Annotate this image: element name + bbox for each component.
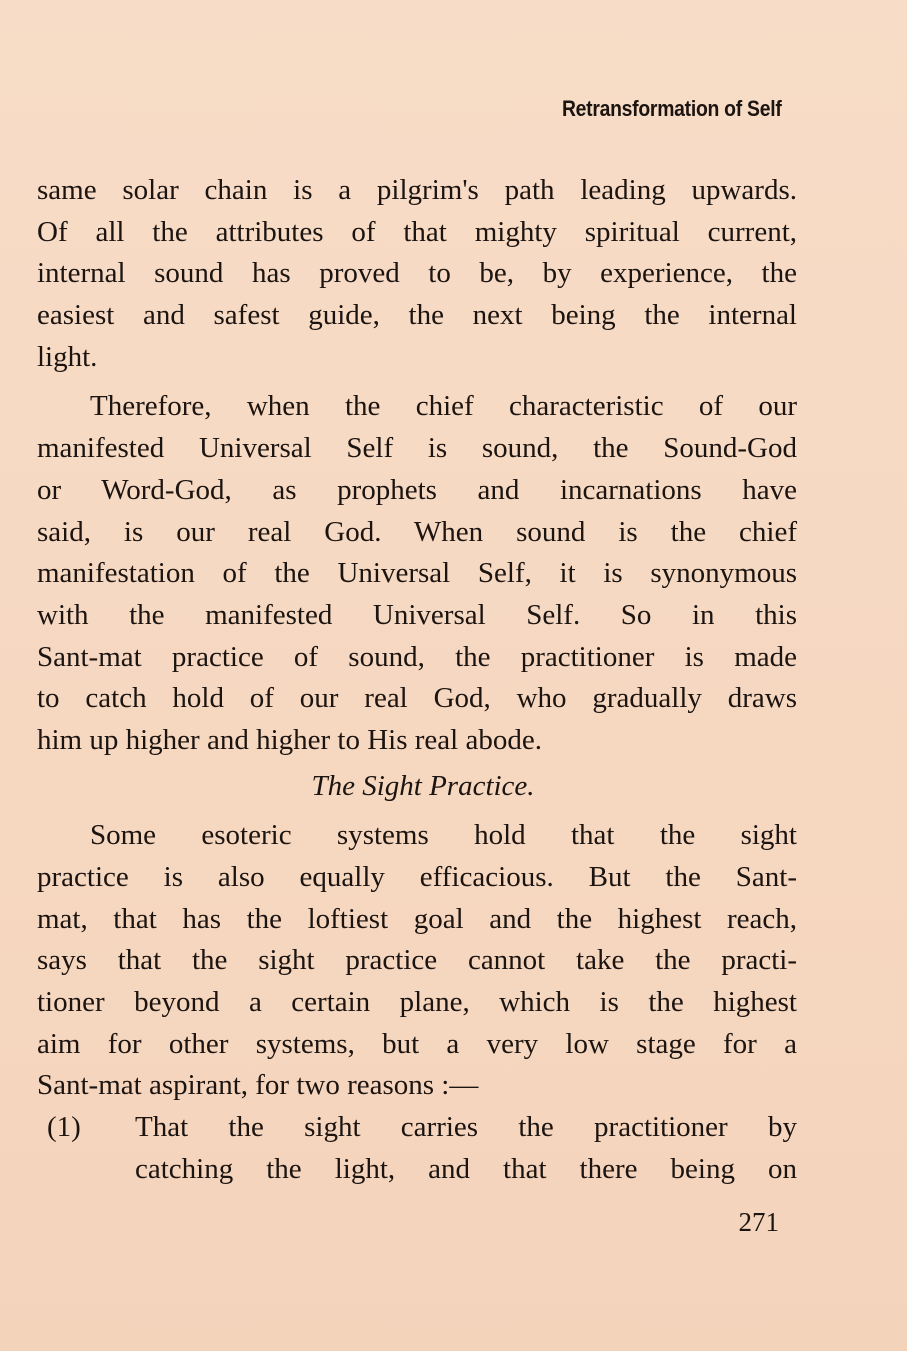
running-header: Retransformation of Self xyxy=(561,96,781,121)
page-number: 271 xyxy=(738,1207,779,1237)
paragraph-3 xyxy=(37,815,797,1107)
text-line: with the manifested Universal Self. So in this xyxy=(37,598,797,631)
text-line: That the sight carries the practitioner by xyxy=(135,1111,797,1144)
text-line: internal sound has proved to be, by experience, the xyxy=(37,257,797,290)
text-line: Sant-mat practice of sound, the practitioner is made xyxy=(37,640,797,673)
body-text xyxy=(37,170,797,1191)
text-line: practice is also equally efficacious. But the Sant- xyxy=(37,861,797,893)
text-line: said, is our real God. When sound is the chief xyxy=(37,515,797,548)
text-line: mat, that has the loftiest goal and the highest reach, xyxy=(37,902,797,935)
paragraph-1 xyxy=(37,170,797,378)
paragraph-gap xyxy=(37,378,797,386)
list-marker: (1) xyxy=(47,1111,81,1144)
text-line: easiest and safest guide, the next being the internal xyxy=(37,299,797,332)
text-line: same solar chain is a pilgrim's path leading upwards. xyxy=(37,174,797,206)
text-line: him up higher and higher to His real abode. xyxy=(37,723,542,756)
text-line: Of all the attributes of that mighty spiritual current, xyxy=(37,215,797,248)
text-line: or Word-God, as prophets and incarnations have xyxy=(37,473,797,506)
section-heading: The Sight Practice. xyxy=(311,769,535,802)
text-line: Sant-mat aspirant, for two reasons :— xyxy=(37,1069,479,1102)
text-line: catching the light, and that there being on xyxy=(135,1152,797,1185)
text-line: Some esoteric systems hold that the sight xyxy=(90,819,797,852)
text-line: aim for other systems, but a very low stage for a xyxy=(37,1027,797,1060)
text-line: light. xyxy=(37,340,98,373)
text-line: says that the sight practice cannot take the practi- xyxy=(37,944,797,977)
text-line: tioner beyond a certain plane, which is the highest xyxy=(37,986,797,1019)
text-line: to catch hold of our real God, who gradually draws xyxy=(37,682,797,715)
paragraph-2 xyxy=(37,386,797,761)
text-line: Therefore, when the chief characteristic of our xyxy=(90,390,797,423)
list-item xyxy=(37,1107,797,1190)
text-line: manifested Universal Self is sound, the Sound-God xyxy=(37,432,797,465)
text-line: manifestation of the Universal Self, it is synonymous xyxy=(37,557,797,590)
